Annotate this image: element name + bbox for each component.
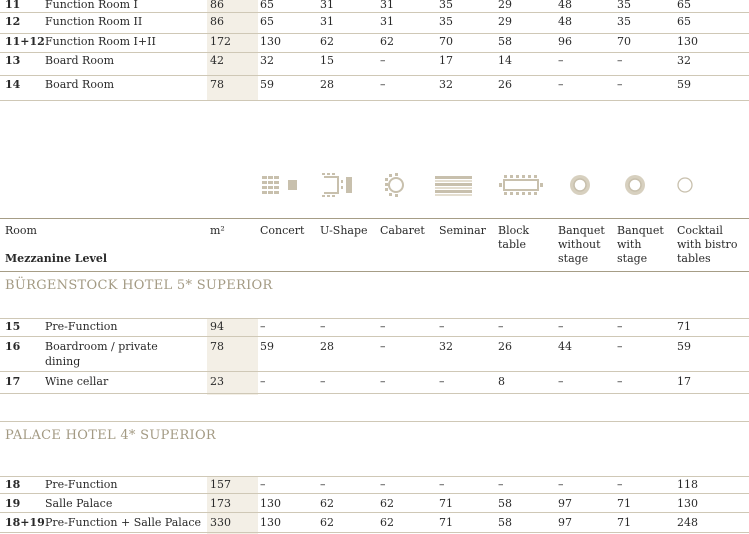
capacity-cell: 32 — [260, 54, 274, 67]
capacity-cell: 32 — [439, 340, 453, 353]
capacity-cell: 35 — [617, 0, 631, 11]
room-number: 11 — [5, 0, 21, 11]
room-name: Function Room II — [45, 15, 143, 28]
room-name: Pre-Function — [45, 320, 118, 333]
capacity-cell: 48 — [558, 0, 572, 11]
header-col-label: U-Shape — [320, 224, 368, 237]
capacity-cell: – — [439, 375, 445, 388]
row-rule — [0, 532, 749, 533]
room-number: 15 — [5, 320, 21, 333]
capacity-cell: 130 — [677, 497, 698, 510]
capacity-cell: 71 — [677, 320, 691, 333]
room-number: 18 — [5, 478, 21, 491]
room-name: Function Room I+II — [45, 35, 156, 48]
room-number: 16 — [5, 340, 21, 353]
capacity-cell: 32 — [677, 54, 691, 67]
capacity-cell: 248 — [677, 516, 698, 529]
concert-icon — [260, 173, 300, 197]
capacity-cell: – — [380, 375, 386, 388]
section-title-palace: PALACE HOTEL 4* SUPERIOR — [5, 428, 217, 443]
capacity-cell: 29 — [498, 0, 512, 11]
cocktail-icon — [676, 173, 700, 197]
capacity-cell: 62 — [380, 497, 394, 510]
room-area: 330 — [210, 516, 231, 529]
capacity-cell: – — [320, 478, 326, 491]
room-number: 11+12 — [5, 35, 45, 48]
table-row — [0, 15, 749, 35]
row-rule — [0, 75, 749, 76]
capacity-cell: – — [617, 78, 623, 91]
header-col-label: stage — [558, 252, 589, 265]
header-col-label: without — [558, 238, 601, 251]
capacity-cell: – — [380, 78, 386, 91]
block-table-icon — [498, 173, 544, 197]
cabaret-icon — [382, 173, 412, 197]
capacity-cell: 28 — [320, 78, 334, 91]
capacity-cell: – — [558, 320, 564, 333]
capacity-cell: – — [558, 478, 564, 491]
room-area: 78 — [210, 340, 224, 353]
capacity-cell: 65 — [260, 15, 274, 28]
section-title-buergenstock: BÜRGENSTOCK HOTEL 5* SUPERIOR — [5, 278, 273, 293]
capacity-cell: 59 — [260, 78, 274, 91]
room-area: 86 — [210, 0, 224, 11]
capacity-cell: 97 — [558, 516, 572, 529]
room-number: 14 — [5, 78, 21, 91]
capacity-cell: – — [498, 478, 504, 491]
capacity-cell: – — [439, 478, 445, 491]
header-col-label: table — [498, 238, 527, 251]
capacity-cell: 35 — [439, 15, 453, 28]
capacity-cell: 71 — [439, 497, 453, 510]
room-area: 23 — [210, 375, 224, 388]
capacity-cell: 65 — [677, 15, 691, 28]
room-number: 17 — [5, 375, 21, 388]
capacity-cell: 62 — [320, 497, 334, 510]
capacity-cell: 62 — [380, 35, 394, 48]
capacity-cell: – — [380, 54, 386, 67]
capacity-cell: 58 — [498, 516, 512, 529]
capacity-cell: 97 — [558, 497, 572, 510]
room-area: 78 — [210, 78, 224, 91]
room-area: 94 — [210, 320, 224, 333]
capacity-cell: – — [558, 375, 564, 388]
header-m2: m² — [210, 224, 225, 237]
room-name: Pre-Function — [45, 478, 118, 491]
row-rule — [0, 100, 749, 101]
capacity-cell: 130 — [260, 516, 281, 529]
room-name: dining — [45, 355, 81, 368]
capacity-cell: – — [380, 320, 386, 333]
capacity-cell: – — [320, 320, 326, 333]
header-col-label: tables — [677, 252, 711, 265]
room-name: Pre-Function + Salle Palace — [45, 516, 202, 529]
capacity-cell: – — [260, 375, 266, 388]
capacity-cell: 62 — [320, 35, 334, 48]
capacity-cell: 65 — [260, 0, 274, 11]
capacity-cell: 59 — [677, 340, 691, 353]
header-top-rule — [0, 218, 749, 219]
capacity-cell: – — [498, 320, 504, 333]
header-col-label: Block — [498, 224, 530, 237]
header-col-label: Banquet — [617, 224, 664, 237]
capacity-cell: 130 — [260, 497, 281, 510]
header-level: Mezzanine Level — [5, 252, 108, 265]
capacity-cell: – — [558, 54, 564, 67]
capacity-cell: 29 — [498, 15, 512, 28]
room-area: 86 — [210, 15, 224, 28]
header-col-label: Banquet — [558, 224, 605, 237]
header-bottom-rule — [0, 271, 749, 272]
capacity-cell: 32 — [439, 78, 453, 91]
section1-top-rule — [0, 318, 749, 319]
capacity-cell: 58 — [498, 35, 512, 48]
header-col-label: with — [617, 238, 642, 251]
room-number: 13 — [5, 54, 21, 67]
room-number: 12 — [5, 15, 21, 28]
header-col-label: Cabaret — [380, 224, 425, 237]
room-number: 19 — [5, 497, 21, 510]
capacity-cell: 8 — [498, 375, 505, 388]
capacity-cell: – — [558, 78, 564, 91]
capacity-cell: – — [617, 320, 623, 333]
capacity-cell: – — [380, 478, 386, 491]
capacity-cell: – — [439, 320, 445, 333]
room-area: 172 — [210, 35, 231, 48]
capacity-cell: 59 — [677, 78, 691, 91]
capacity-cell: 35 — [439, 0, 453, 11]
capacity-cell: 17 — [677, 375, 691, 388]
capacity-cell: 48 — [558, 15, 572, 28]
capacity-cell: 26 — [498, 78, 512, 91]
section2-top-rule — [0, 476, 749, 477]
room-name: Board Room — [45, 78, 115, 91]
section2-divider-rule — [0, 421, 749, 422]
capacity-cell: 14 — [498, 54, 512, 67]
room-name: Board Room — [45, 54, 115, 67]
capacity-cell: 62 — [380, 516, 394, 529]
room-name: Wine cellar — [45, 375, 109, 388]
capacity-cell: 65 — [677, 0, 691, 11]
table-row — [0, 54, 749, 74]
room-name: Function Room I — [45, 0, 138, 11]
capacity-cell: 70 — [617, 35, 631, 48]
capacity-cell: 96 — [558, 35, 572, 48]
row-rule — [0, 336, 749, 337]
table-row — [0, 78, 749, 98]
row-rule — [0, 52, 749, 53]
header-col-label: stage — [617, 252, 648, 265]
row-rule — [0, 12, 749, 13]
capacity-cell: 59 — [260, 340, 274, 353]
capacity-cell: 118 — [677, 478, 698, 491]
header-col-label: with bistro — [677, 238, 738, 251]
capacity-cell: 31 — [380, 15, 394, 28]
capacity-cell: – — [380, 340, 386, 353]
row-rule — [0, 512, 749, 513]
capacity-cell: 58 — [498, 497, 512, 510]
capacity-cell: 130 — [260, 35, 281, 48]
capacity-cell: 71 — [617, 516, 631, 529]
capacity-cell: 130 — [677, 35, 698, 48]
capacity-cell: – — [617, 340, 623, 353]
banquet-without-stage-icon — [566, 173, 596, 197]
room-area: 42 — [210, 54, 224, 67]
banquet-with-stage-icon — [621, 173, 651, 197]
header-col-label: Cocktail — [677, 224, 723, 237]
capacity-cell: 71 — [439, 516, 453, 529]
room-area: 173 — [210, 497, 231, 510]
room-number: 18+19 — [5, 516, 45, 529]
capacity-cell: 31 — [320, 15, 334, 28]
capacity-cell: 70 — [439, 35, 453, 48]
capacity-cell: – — [260, 320, 266, 333]
room-name: Boardroom / private — [45, 340, 158, 353]
row-rule — [0, 493, 749, 494]
capacity-cell: – — [617, 54, 623, 67]
row-rule — [0, 33, 749, 34]
room-area: 157 — [210, 478, 231, 491]
capacity-cell: – — [260, 478, 266, 491]
header-col-label: Concert — [260, 224, 305, 237]
capacity-cell: 31 — [380, 0, 394, 11]
capacity-cell: 71 — [617, 497, 631, 510]
header-col-label: Seminar — [439, 224, 486, 237]
capacity-cell: 28 — [320, 340, 334, 353]
row-rule — [0, 393, 749, 394]
capacity-cell: – — [320, 375, 326, 388]
capacity-cell: 62 — [320, 516, 334, 529]
room-name: Salle Palace — [45, 497, 113, 510]
capacity-cell: 15 — [320, 54, 334, 67]
capacity-cell: 26 — [498, 340, 512, 353]
capacity-cell: – — [617, 375, 623, 388]
row-rule — [0, 371, 749, 372]
u-shape-icon — [320, 173, 360, 197]
capacity-cell: – — [617, 478, 623, 491]
capacity-cell: 44 — [558, 340, 572, 353]
capacity-cell: 31 — [320, 0, 334, 11]
seminar-icon — [434, 173, 474, 197]
capacity-cell: 17 — [439, 54, 453, 67]
header-room: Room — [5, 224, 37, 237]
capacity-cell: 35 — [617, 15, 631, 28]
